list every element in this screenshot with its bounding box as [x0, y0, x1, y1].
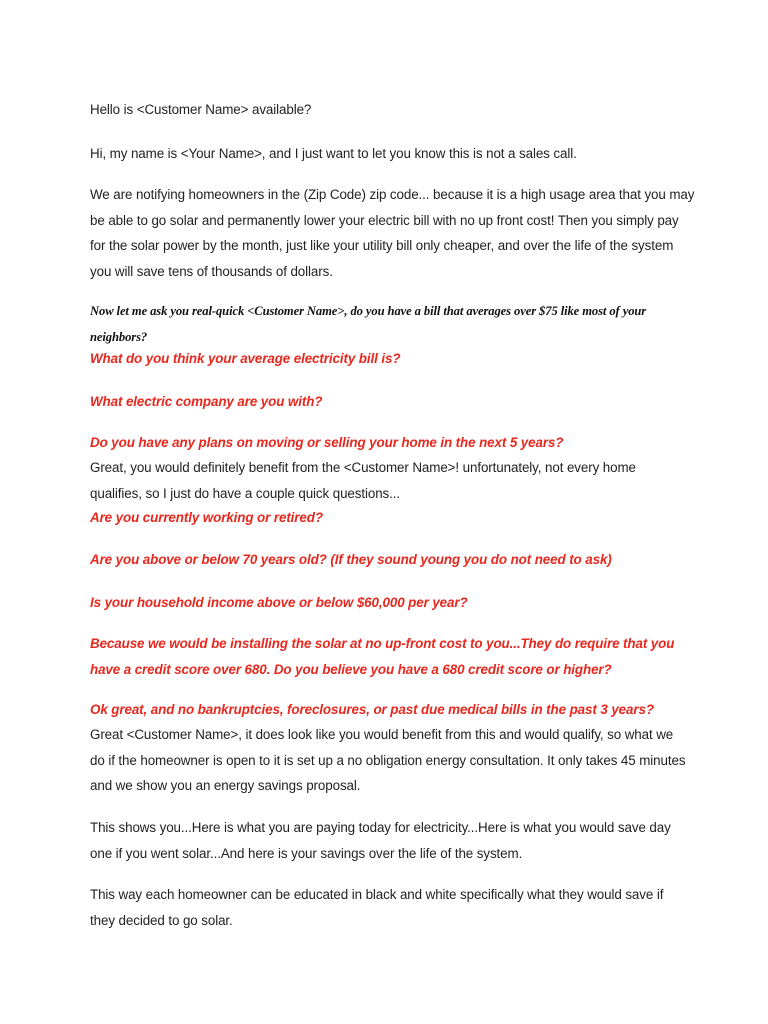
question-credit-score: Because we would be installing the solar at no up-front cost to you...They do require that you have a credit score over 680. Do you believe you have a 680 credit score or higher? [90, 636, 675, 677]
question-working-retired: Are you currently working or retired? [90, 510, 323, 525]
question-moving-plans: Do you have any plans on moving or selling your home in the next 5 years? [90, 435, 564, 450]
question-income: Is your household income above or below $60,000 per year? [90, 595, 468, 610]
qualify-paragraph: Great, you would definitely benefit from the <Customer Name>! unfortunately, not every home qualifies, so I just do have a couple quick questions... [90, 460, 636, 501]
closing-paragraph: This way each homeowner can be educated in black and white specifically what they would save if they decided to go solar. [90, 887, 664, 928]
proposal-paragraph: This shows you...Here is what you are paying today for electricity...Here is what you would save day one if you went solar...And here is your savings over the life of the system. [90, 820, 671, 861]
consultation-paragraph: Great <Customer Name>, it does look like you would benefit from this and would qualify, so what we do if the homeowner is open to it is set up a no obligation energy consultation. It only takes 45 minutes and we show you an energy savings proposal. [90, 727, 686, 793]
greeting-line: Hello is <Customer Name> available? [90, 102, 312, 117]
bill-question-intro: Now let me ask you real-quick <Customer Name>, do you have a bill that averages over $75 like most of your neighbors? [90, 304, 647, 344]
intro-line: Hi, my name is <Your Name>, and I just want to let you know this is not a sales call. [90, 146, 577, 161]
question-bankruptcies: Ok great, and no bankruptcies, foreclosures, or past due medical bills in the past 3 years? [90, 702, 654, 717]
question-average-bill: What do you think your average electricity bill is? [90, 351, 401, 366]
question-electric-company: What electric company are you with? [90, 394, 323, 409]
question-age: Are you above or below 70 years old? (If they sound young you do not need to ask) [90, 552, 612, 567]
notification-paragraph: We are notifying homeowners in the (Zip Code) zip code... because it is a high usage area that you may be able to go solar and permanently lower your electric bill with no up front cost! Then you simply pay for the solar power by the month, just like your utility bill only cheaper, and over the life of the system you will save tens of thousands of dollars. [90, 187, 695, 279]
